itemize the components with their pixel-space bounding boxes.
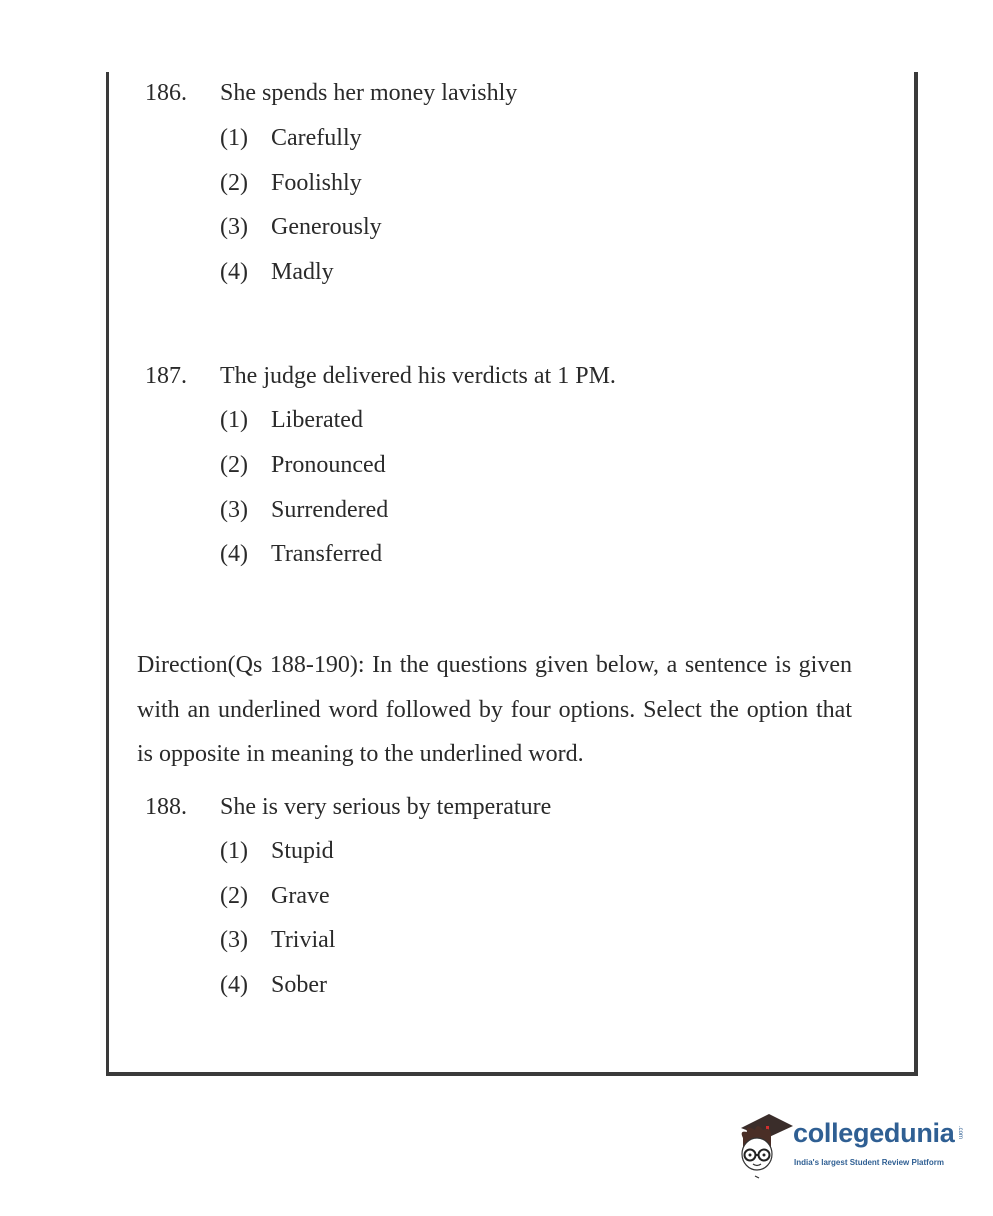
option-number: (1): [220, 125, 248, 151]
collegedunia-logo: [733, 1108, 963, 1180]
option-label: Trivial: [271, 927, 336, 953]
option-label: Carefully: [271, 125, 362, 151]
logo-tagline: India's largest Student Review Platform: [794, 1158, 944, 1167]
option-label: Grave: [271, 883, 330, 909]
option-number: (1): [220, 407, 248, 433]
option-number: (3): [220, 214, 248, 240]
option: [220, 168, 362, 198]
option-label: Stupid: [271, 838, 334, 864]
option: [220, 925, 335, 955]
option: [220, 970, 327, 1000]
option-number: (2): [220, 170, 248, 196]
option: [220, 257, 334, 287]
question-text: The judge delivered his verdicts at 1 PM.: [220, 363, 616, 389]
option-number: (4): [220, 541, 248, 567]
option-number: (3): [220, 497, 248, 523]
option-label: Madly: [271, 259, 334, 285]
option: [220, 123, 362, 153]
option-label: Surrendered: [271, 497, 389, 523]
option-number: (4): [220, 259, 248, 285]
option: [220, 495, 388, 525]
question-text: She spends her money lavishly: [220, 80, 518, 106]
option: [220, 450, 386, 480]
option-number: (4): [220, 972, 248, 998]
option: [220, 405, 363, 435]
direction-paragraph: Direction(Qs 188-190): In the questions given below, a sentence is given with an underlined word followed by four options. Select the option that is opposite in meaning to the underlined word.: [137, 652, 852, 767]
page-frame-left-border: [106, 72, 109, 1076]
option-label: Pronounced: [271, 452, 386, 478]
question-number: 188.: [145, 794, 187, 820]
option-number: (2): [220, 883, 248, 909]
option-label: Transferred: [271, 541, 383, 567]
page-frame-bottom-border: [106, 1072, 918, 1076]
question-number: 186.: [145, 80, 187, 106]
option: [220, 881, 330, 911]
logo-wordmark: collegedunia: [793, 1118, 955, 1148]
option: [220, 539, 382, 569]
option-number: (3): [220, 927, 248, 953]
page-frame-right-border: [914, 72, 918, 1076]
option-label: Generously: [271, 214, 382, 240]
option-number: (1): [220, 838, 248, 864]
option-label: Sober: [271, 972, 327, 998]
logo-domain-suffix: .com: [957, 1126, 963, 1140]
option-number: (2): [220, 452, 248, 478]
question-number: 187.: [145, 363, 187, 389]
mascot-icon: [733, 1108, 795, 1180]
option-label: Liberated: [271, 407, 363, 433]
option: [220, 212, 382, 242]
option: [220, 836, 334, 866]
option-label: Foolishly: [271, 170, 362, 196]
question-text: She is very serious by temperature: [220, 794, 552, 820]
